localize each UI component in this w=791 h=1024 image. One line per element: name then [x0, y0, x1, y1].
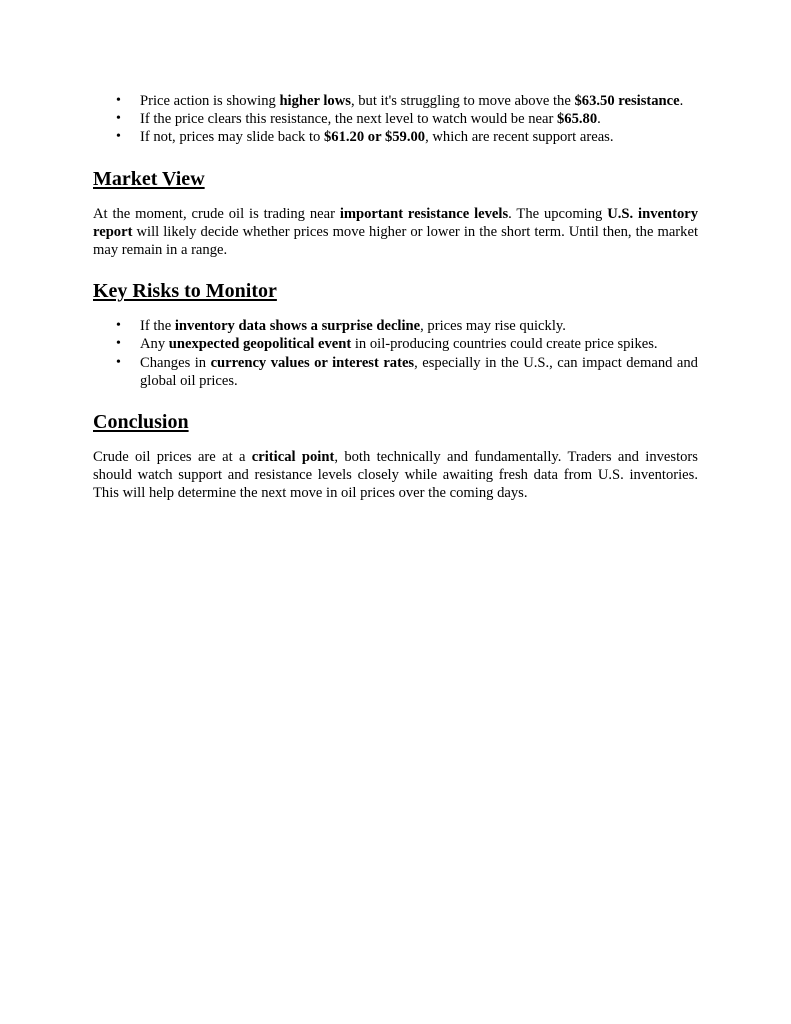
- key-risks-bullet-list: [93, 317, 698, 390]
- text-run: If the: [140, 318, 175, 335]
- conclusion-paragraph: [93, 448, 698, 503]
- bullet-dot-icon: •: [116, 111, 121, 127]
- document-page: [93, 92, 698, 503]
- bold-text: inventory data shows a surprise decline: [174, 318, 421, 335]
- bold-text: important resistance levels: [339, 205, 509, 222]
- bold-text: U.S. inventory report: [93, 205, 699, 240]
- bullet-dot-icon: •: [116, 318, 121, 334]
- bold-text: $61.20 or $59.00: [324, 129, 426, 146]
- bullet-item: [93, 128, 698, 146]
- text-run: . The upcoming: [508, 205, 608, 222]
- bullet-dot-icon: •: [116, 336, 121, 352]
- text-run: , especially in the U.S., can impact demand and global oil prices.: [140, 354, 698, 389]
- bold-text: currency values or interest rates: [210, 354, 415, 371]
- intro-bullet-list: [93, 92, 698, 147]
- text-run: At the moment, crude oil is trading near: [93, 205, 340, 222]
- bold-text: critical point: [251, 449, 335, 466]
- bullet-dot-icon: •: [116, 93, 121, 108]
- bold-text: unexpected geopolitical event: [168, 336, 352, 353]
- text-run: will likely decide whether prices move higher or lower in the short term. Until then, the market may remain in a range.: [93, 223, 698, 259]
- text-run: .: [679, 93, 684, 109]
- text-run: Changes in: [140, 354, 211, 371]
- text-run: Any: [140, 336, 169, 353]
- text-run: , which are recent support areas.: [425, 129, 614, 146]
- text-run: , prices may rise quickly.: [420, 318, 566, 335]
- text-run: If not, prices may slide back to: [140, 129, 324, 146]
- text-run: .: [597, 111, 601, 128]
- bullet-dot-icon: •: [116, 129, 121, 145]
- market-view-heading: Market View: [93, 167, 205, 190]
- text-run: in oil-producing countries could create price spikes.: [351, 336, 658, 353]
- bullet-item: [93, 317, 698, 335]
- text-run: Crude oil prices are at a: [93, 449, 252, 466]
- text-run: , both technically and fundamentally. Traders and investors should watch support and resistance levels closely while awaiting fresh data from U.S. inventories. This will help determine the next move in oil prices over the coming days.: [93, 449, 698, 502]
- text-run: Price action is showing: [140, 93, 280, 109]
- bullet-dot-icon: •: [116, 354, 121, 370]
- bold-text: $65.80: [556, 111, 598, 128]
- conclusion-heading: Conclusion: [93, 411, 189, 434]
- text-run: , but it's struggling to move above the: [350, 93, 575, 109]
- bullet-item: [93, 354, 698, 390]
- bold-text: higher lows: [279, 93, 351, 109]
- bullet-item: [93, 92, 698, 110]
- text-run: If the price clears this resistance, the next level to watch would be near: [140, 111, 557, 128]
- bold-text: $63.50 resistance: [574, 93, 680, 109]
- bullet-item: [93, 335, 698, 353]
- bullet-item: [93, 110, 698, 128]
- key-risks-heading: Key Risks to Monitor: [93, 280, 277, 303]
- market-view-paragraph: [93, 205, 698, 260]
